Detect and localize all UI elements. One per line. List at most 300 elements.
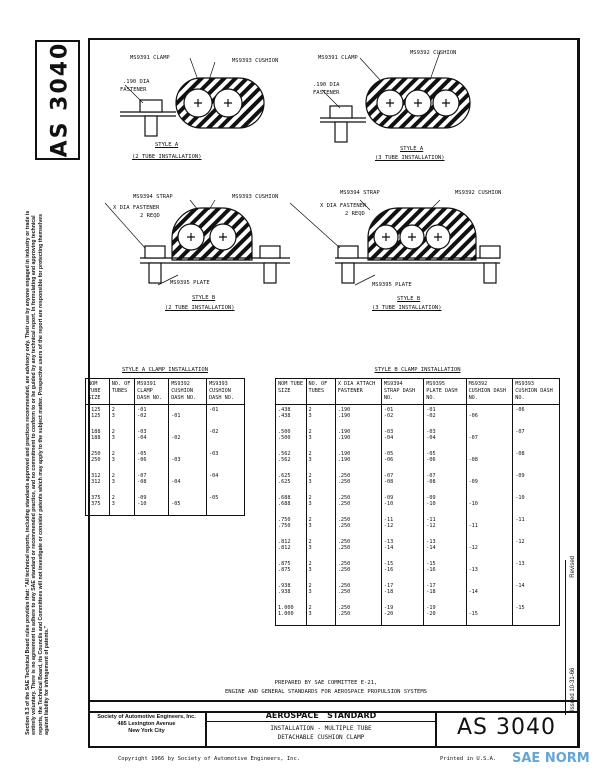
- table-cell: [135, 427, 169, 449]
- cell-value: -20: [383, 611, 394, 617]
- cell-value: -13: [468, 567, 478, 573]
- cell-value: -07: [383, 473, 394, 479]
- cell-value: 2: [111, 429, 115, 435]
- cell-value: .190: [337, 429, 351, 435]
- cell-value: -03: [209, 451, 219, 457]
- printed-in: Printed in U.S.A.: [440, 756, 497, 762]
- table-cell: [276, 515, 307, 537]
- cell-value: .190: [337, 413, 351, 419]
- table-cell: [86, 449, 110, 471]
- cell-value: .312: [88, 473, 101, 479]
- cell-value: .250: [337, 479, 351, 485]
- cell-value: 3: [308, 523, 312, 529]
- table-cell: [513, 603, 560, 626]
- caption-style: STYLE A: [155, 142, 179, 148]
- cell-value: .188: [88, 435, 101, 441]
- cell-value: 3: [308, 501, 312, 507]
- cell-value: -19: [383, 605, 394, 611]
- cell-value: -06: [426, 457, 436, 463]
- table-cell: [335, 537, 381, 559]
- cell-value: .938: [278, 583, 291, 589]
- aerospace-standard-header: AEROSPACE STANDARD: [207, 711, 435, 722]
- watermark-logo: SAE NORM: [512, 751, 590, 766]
- label-strap: MS9394 STRAP: [340, 190, 380, 196]
- cell-value: 3: [308, 567, 312, 573]
- cell-value: 2: [308, 583, 312, 589]
- cell-value: .750: [278, 517, 291, 523]
- cell-value: -05: [171, 501, 181, 507]
- cell-value: -02: [209, 429, 219, 435]
- cell-value: .375: [88, 495, 101, 501]
- cell-value: .190: [337, 407, 351, 413]
- table-cell: [276, 427, 307, 449]
- cell-value: -07: [137, 473, 147, 479]
- label-fastener: .190 DIA: [123, 79, 150, 85]
- table-row: [276, 471, 560, 493]
- table-cell: [169, 471, 207, 493]
- org-city: New York City: [128, 728, 165, 734]
- table-cell: [381, 493, 423, 515]
- table-cell: [86, 427, 110, 449]
- table-row: [276, 603, 560, 626]
- table-cell: [169, 449, 207, 471]
- label-cushion: MS9393 CUSHION: [232, 58, 279, 64]
- cell-value: 2: [308, 539, 312, 545]
- table-cell: [466, 493, 513, 515]
- cell-value: -12: [515, 539, 525, 545]
- cell-value: -04: [209, 473, 219, 479]
- table-cell: [381, 471, 423, 493]
- table-cell: [466, 471, 513, 493]
- cell-value: -15: [426, 561, 436, 567]
- table-cell: [513, 427, 560, 449]
- table-cell: [424, 515, 466, 537]
- table-cell: [381, 405, 423, 428]
- cell-value: -11: [468, 523, 478, 529]
- table-cell: [276, 537, 307, 559]
- cell-value: .250: [337, 473, 351, 479]
- cell-value: .250: [337, 611, 351, 617]
- cell-value: 2: [308, 429, 312, 435]
- cell-value: -05: [383, 451, 394, 457]
- cell-value: .875: [278, 561, 291, 567]
- table-cell: [86, 493, 110, 516]
- cell-value: -12: [426, 523, 436, 529]
- cell-value: .750: [278, 523, 291, 529]
- label-clamp: MS9391 CLAMP: [318, 55, 358, 61]
- table-cell: [276, 471, 307, 493]
- table-cell: [424, 471, 466, 493]
- table-cell: [109, 449, 134, 471]
- cell-value: -05: [426, 451, 436, 457]
- table-cell: [381, 449, 423, 471]
- org-address: 485 Lexington Avenue: [117, 721, 176, 727]
- cell-value: -02: [426, 413, 436, 419]
- label-strap: MS9394 STRAP: [133, 194, 173, 200]
- cell-value: -14: [515, 583, 525, 589]
- cell-value: .812: [278, 545, 291, 551]
- cell-value: 3: [111, 435, 115, 441]
- cell-value: -16: [383, 567, 394, 573]
- cell-value: .688: [278, 495, 291, 501]
- table-cell: [335, 405, 381, 428]
- cell-value: -04: [426, 435, 436, 441]
- cell-value: -15: [468, 611, 478, 617]
- cell-value: -11: [515, 517, 525, 523]
- table-row: [276, 405, 560, 428]
- table-cell: [135, 493, 169, 516]
- cell-value: 3: [308, 589, 312, 595]
- cell-value: .250: [337, 605, 351, 611]
- cell-value: -16: [426, 567, 436, 573]
- table-row: [276, 581, 560, 603]
- cell-value: -10: [137, 501, 147, 507]
- cell-value: 1.000: [278, 605, 294, 611]
- column-header: MS9393 CUSHION DASH NO.: [207, 379, 245, 405]
- cell-value: -06: [468, 413, 478, 419]
- column-header: MS9395 PLATE DASH NO.: [424, 379, 466, 405]
- cell-value: -08: [383, 479, 394, 485]
- caption: (2 TUBE INSTALLATION): [132, 154, 202, 160]
- cell-value: .875: [278, 567, 291, 573]
- cell-value: -09: [426, 495, 436, 501]
- cell-value: 3: [308, 611, 312, 617]
- disclaimer-text: Section 8.3 of the SAE Technical Board rules provides that: "All technical reports, including standards approved and practices recommended, are advisory only. Their use by anyone engaged in industry or trade is entirely voluntary. There is no agreement to adhere to any SAE standard or recommended practice, and no commitment to conform to or be guided by any technical report. In formulating and approving technical reports, the Technical Board, its Councils and Committees will not investigate or consider patents which may apply to the subject matter. Prospective users of the report are responsible for protecting themselves against liability for infringement of patents.": [25, 210, 51, 735]
- column-header: MS9394 STRAP DASH NO.: [381, 379, 423, 405]
- cell-value: -08: [515, 451, 525, 457]
- table-cell: [276, 405, 307, 428]
- table-cell: [135, 405, 169, 428]
- style-b-3-tube-drawing: [335, 208, 500, 283]
- cell-value: -11: [426, 517, 436, 523]
- cell-value: -01: [383, 407, 394, 413]
- table-cell: [466, 449, 513, 471]
- caption: (3 TUBE INSTALLATION): [372, 305, 442, 311]
- cell-value: -03: [383, 429, 394, 435]
- cell-value: .190: [337, 435, 351, 441]
- cell-value: -04: [383, 435, 394, 441]
- table-cell: [335, 581, 381, 603]
- table-cell: [513, 581, 560, 603]
- label-fastener: .190 DIA: [313, 82, 340, 88]
- column-header: MS9392 CUSHION DASH NO.: [169, 379, 207, 405]
- cell-value: 2: [308, 495, 312, 501]
- table-cell: [306, 515, 335, 537]
- cell-value: -01: [209, 407, 219, 413]
- cell-value: 3: [111, 479, 115, 485]
- cell-value: .188: [88, 429, 101, 435]
- table-cell: [109, 471, 134, 493]
- cell-value: 2: [111, 473, 115, 479]
- table-row: [276, 537, 560, 559]
- table-cell: [207, 449, 245, 471]
- cell-value: -12: [468, 545, 478, 551]
- cell-value: -14: [468, 589, 478, 595]
- table-cell: [169, 493, 207, 516]
- table-cell: [424, 537, 466, 559]
- cell-value: 2: [111, 451, 115, 457]
- label-cushion: MS9392 CUSHION: [455, 190, 502, 196]
- cell-value: 3: [308, 435, 312, 441]
- cell-value: .625: [278, 473, 291, 479]
- cell-value: -13: [426, 539, 436, 545]
- table-cell: [109, 493, 134, 516]
- table-cell: [335, 449, 381, 471]
- cell-value: -04: [171, 479, 181, 485]
- cell-value: 2: [308, 605, 312, 611]
- cell-value: .250: [337, 501, 351, 507]
- cell-value: .250: [337, 523, 351, 529]
- cell-value: 3: [308, 479, 312, 485]
- cell-value: -14: [383, 545, 394, 551]
- label-fastener: FASTENER: [120, 87, 147, 93]
- cell-value: -02: [171, 435, 181, 441]
- table-cell: [513, 449, 560, 471]
- table-cell: [381, 559, 423, 581]
- cell-value: .250: [337, 545, 351, 551]
- cell-value: -20: [426, 611, 436, 617]
- cell-value: .125: [88, 407, 101, 413]
- table-cell: [135, 471, 169, 493]
- cell-value: -01: [426, 407, 436, 413]
- table-cell: [513, 537, 560, 559]
- table-cell: [335, 603, 381, 626]
- cell-value: 3: [308, 457, 312, 463]
- label-cushion: MS9392 CUSHION: [410, 50, 457, 56]
- table-cell: [207, 405, 245, 428]
- cell-value: -08: [426, 479, 436, 485]
- cell-value: -06: [515, 407, 525, 413]
- style-a-3-tube-drawing: [320, 78, 470, 142]
- doc-title-line1: INSTALLATION - MULTIPLE TUBE: [270, 725, 372, 732]
- table-cell: [306, 427, 335, 449]
- table-row: [276, 449, 560, 471]
- org-name: Society of Automotive Engineers, Inc.: [97, 714, 196, 720]
- column-header: X DIA ATTACH FASTENER: [335, 379, 381, 405]
- table-cell: [306, 581, 335, 603]
- table-cell: [276, 449, 307, 471]
- table-b-title: STYLE B CLAMP INSTALLATION: [374, 367, 461, 373]
- caption-style: STYLE B: [192, 295, 216, 301]
- cell-value: 3: [111, 457, 115, 463]
- copyright: Copyright 1966 by Society of Automotive Engineers, Inc.: [118, 756, 301, 762]
- doc-number-vertical: AS 3040: [47, 41, 73, 158]
- cell-value: .562: [278, 451, 291, 457]
- column-header: MS9392 CUSHION DASH NO.: [466, 379, 513, 405]
- cell-value: -19: [426, 605, 436, 611]
- cell-value: 3: [308, 545, 312, 551]
- table-cell: [424, 493, 466, 515]
- label-fastener: X DIA FASTENER: [320, 203, 367, 209]
- column-header: NOM TUBE SIZE: [276, 379, 307, 405]
- cell-value: -08: [468, 457, 478, 463]
- label-fastener: 2 REQD: [140, 213, 160, 219]
- table-cell: [466, 581, 513, 603]
- cell-value: 3: [111, 413, 115, 419]
- table-cell: [424, 427, 466, 449]
- cell-value: 2: [308, 561, 312, 567]
- table-cell: [466, 427, 513, 449]
- table-row: [276, 427, 560, 449]
- table-cell: [306, 559, 335, 581]
- table-cell: [276, 493, 307, 515]
- cell-value: 3: [111, 501, 115, 507]
- cell-value: .500: [278, 429, 291, 435]
- cell-value: -18: [383, 589, 394, 595]
- title-block-center: [205, 711, 437, 748]
- issued-date: Issued 10-31-66: [570, 667, 576, 711]
- table-cell: [513, 405, 560, 428]
- table-cell: [466, 515, 513, 537]
- cell-value: .312: [88, 479, 101, 485]
- table-cell: [424, 603, 466, 626]
- table-cell: [109, 427, 134, 449]
- cell-value: -07: [468, 435, 478, 441]
- cell-value: .438: [278, 413, 291, 419]
- table-cell: [109, 405, 134, 428]
- cell-value: .250: [337, 517, 351, 523]
- column-header: MS9391 CLAMP DASH NO.: [135, 379, 169, 405]
- cell-value: 2: [308, 407, 312, 413]
- cell-value: 3: [308, 413, 312, 419]
- cell-value: -18: [426, 589, 436, 595]
- cell-value: -03: [171, 457, 181, 463]
- table-cell: [335, 493, 381, 515]
- cell-value: .250: [88, 457, 101, 463]
- cell-value: -10: [426, 501, 436, 507]
- table-cell: [306, 537, 335, 559]
- table-cell: [335, 515, 381, 537]
- table-cell: [306, 603, 335, 626]
- cell-value: .250: [337, 539, 351, 545]
- label-plate: MS9395 PLATE: [170, 280, 210, 286]
- table-cell: [86, 471, 110, 493]
- cell-value: -08: [137, 479, 147, 485]
- cell-value: .375: [88, 501, 101, 507]
- cell-value: .938: [278, 589, 291, 595]
- cell-value: -02: [383, 413, 394, 419]
- caption-style: STYLE A: [400, 146, 424, 152]
- table-cell: [381, 427, 423, 449]
- cell-value: .812: [278, 539, 291, 545]
- cell-value: -01: [137, 407, 147, 413]
- cell-value: .125: [88, 413, 101, 419]
- table-cell: [513, 493, 560, 515]
- table-cell: [466, 537, 513, 559]
- cell-value: -13: [515, 561, 525, 567]
- table-cell: [207, 493, 245, 516]
- cell-value: -03: [137, 429, 147, 435]
- table-cell: [513, 515, 560, 537]
- cell-value: .438: [278, 407, 291, 413]
- table-cell: [466, 603, 513, 626]
- table-cell: [276, 603, 307, 626]
- cell-value: -12: [383, 523, 394, 529]
- table-row: [86, 471, 245, 493]
- table-cell: [381, 515, 423, 537]
- table-cell: [276, 559, 307, 581]
- table-cell: [306, 405, 335, 428]
- revision-strip: [565, 556, 581, 715]
- cell-value: -06: [137, 457, 147, 463]
- table-cell: [86, 405, 110, 428]
- label-fastener: FASTENER: [313, 90, 340, 96]
- table-row: [276, 515, 560, 537]
- cell-value: -01: [171, 413, 181, 419]
- committee: ENGINE AND GENERAL STANDARDS FOR AEROSPACE PROPULSION SYSTEMS: [225, 689, 427, 695]
- table-cell: [424, 405, 466, 428]
- cell-value: -07: [426, 473, 436, 479]
- cell-value: -05: [137, 451, 147, 457]
- caption: (2 TUBE INSTALLATION): [165, 305, 235, 311]
- cell-value: -15: [383, 561, 394, 567]
- cell-value: -05: [209, 495, 219, 501]
- table-row: [86, 405, 245, 428]
- cell-value: .625: [278, 479, 291, 485]
- cell-value: -09: [515, 473, 525, 479]
- style-a-table: [85, 378, 245, 516]
- cell-value: 2: [111, 495, 115, 501]
- column-header: NO. OF TUBES: [109, 379, 134, 405]
- table-cell: [135, 449, 169, 471]
- doc-title-line2: DETACHABLE CUSHION CLAMP: [277, 734, 365, 741]
- label-fastener: X DIA FASTENER: [113, 205, 160, 211]
- table-cell: [276, 581, 307, 603]
- cell-value: -10: [468, 501, 478, 507]
- label-clamp: MS9391 CLAMP: [130, 55, 170, 61]
- table-a-title: STYLE A CLAMP INSTALLATION: [121, 367, 209, 373]
- cell-value: -03: [426, 429, 436, 435]
- table-row: [276, 559, 560, 581]
- cell-value: -09: [468, 479, 478, 485]
- label-plate: MS9395 PLATE: [372, 282, 412, 288]
- doc-number: AS 3040: [457, 715, 556, 740]
- table-cell: [466, 405, 513, 428]
- table-cell: [335, 471, 381, 493]
- cell-value: .250: [337, 567, 351, 573]
- doc-number-box: [35, 40, 80, 160]
- cell-value: .250: [337, 495, 351, 501]
- table-cell: [381, 581, 423, 603]
- table-cell: [306, 493, 335, 515]
- table-row: [86, 427, 245, 449]
- table-cell: [424, 559, 466, 581]
- table-cell: [207, 427, 245, 449]
- table-cell: [513, 471, 560, 493]
- cell-value: -17: [426, 583, 436, 589]
- cell-value: .500: [278, 435, 291, 441]
- cell-value: -15: [515, 605, 525, 611]
- cell-value: .688: [278, 501, 291, 507]
- cell-value: -02: [137, 413, 147, 419]
- revised-label: Revised: [570, 556, 576, 578]
- table-cell: [335, 559, 381, 581]
- table-row: [276, 493, 560, 515]
- prepared-by: PREPARED BY SAE COMMITTEE E-21,: [274, 680, 378, 686]
- cell-value: .250: [88, 451, 101, 457]
- cell-value: -11: [383, 517, 394, 523]
- column-header: NO. OF TUBES: [306, 379, 335, 405]
- table-cell: [381, 603, 423, 626]
- cell-value: 1.000: [278, 611, 294, 617]
- table-cell: [466, 559, 513, 581]
- cell-value: .190: [337, 457, 351, 463]
- table-cell: [306, 449, 335, 471]
- cell-value: .190: [337, 451, 351, 457]
- cell-value: .250: [337, 583, 351, 589]
- column-header: NOM TUBE SIZE: [86, 379, 110, 405]
- style-b-2-tube-drawing: [140, 208, 290, 283]
